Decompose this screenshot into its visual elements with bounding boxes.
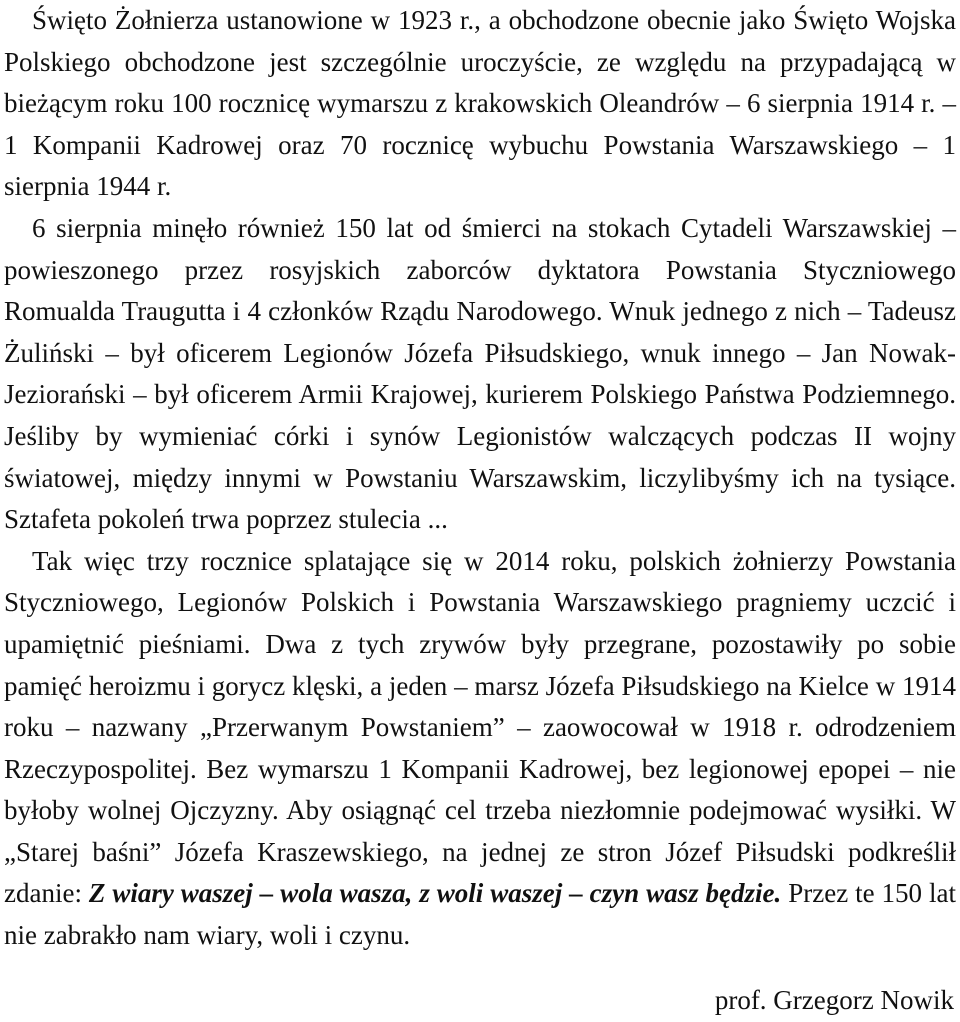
pilsudski-quote: Z wiary waszej – wola wasza, z woli waszej – czyn wasz będzie.	[88, 878, 782, 909]
author-signature: prof. Grzegorz Nowik	[714, 985, 954, 1015]
paragraph-2: 6 sierpnia minęło również 150 lat od śmierci na stokach Cytadeli Warszawskiej – powieszonego przez rosyjskich zaborców dyktatora Powstania Styczniowego Romualda Traugutta i 4 członków Rządu Narodowego. Wnuk jednego z nich – Tadeusz Żuliński – był oficerem Legionów Józefa Piłsudskiego, wnuk innego – Jan Nowak-Jeziorański – był oficerem Armii Krajowej, kurierem Polskiego Państwa Podziemnego. Jeśliby by wymieniać córki i synów Legionistów walczących podczas II wojny światowej, między innymi w Powstaniu Warszawskim, liczylibyśmy ich na tysiące. Sztafeta pokoleń trwa poprzez stulecia ...	[4, 212, 956, 535]
paragraph-1: Święto Żołnierza ustanowione w 1923 r., a obchodzone obecnie jako Święto Wojska Polskiego obchodzone jest szczególnie uroczyście, ze względu na przypadającą w bieżącym roku 100 rocznicę wymarszu z krakowskich Oleandrów – 6 sierpnia 1914 r. – 1 Kompanii Kadrowej oraz 70 rocznicę wybuchu Powstania Warszawskiego – 1 sierpnia 1944 r.	[4, 5, 956, 202]
paragraph-3-text-after: Przez te 150 lat nie zabrakło nam wiary, woli i czynu.	[4, 878, 956, 951]
document-page	[4, 0, 956, 1019]
paragraph-3-text-before: Tak więc trzy rocznice splatające się w 2014 roku, polskich żołnierzy Powstania Styczniowego, Legionów Polskich i Powstania Warszawskiego pragniemy uczcić i upamiętnić pieśniami. Dwa z tych zrywów były przegrane, pozostawiły po sobie pamięć heroizmu i gorycz klęski, a jeden – marsz Józefa Piłsudskiego na Kielce w 1914 roku – nazwany „Przerwanym Powstaniem” – zaowocował w 1918 r. odrodzeniem Rzeczypospolitej. Bez wymarszu 1 Kompanii Kadrowej, bez legionowej epopei – nie byłoby wolnej Ojczyzny. Aby osiągnąć cel trzeba niezłomnie podejmować wysiłki. W „Starej baśni” Józefa Kraszewskiego, na jednej ze stron Józef Piłsudski podkreślił zdanie:	[4, 545, 956, 909]
paragraph-3	[4, 541, 956, 957]
article-body	[4, 0, 956, 957]
